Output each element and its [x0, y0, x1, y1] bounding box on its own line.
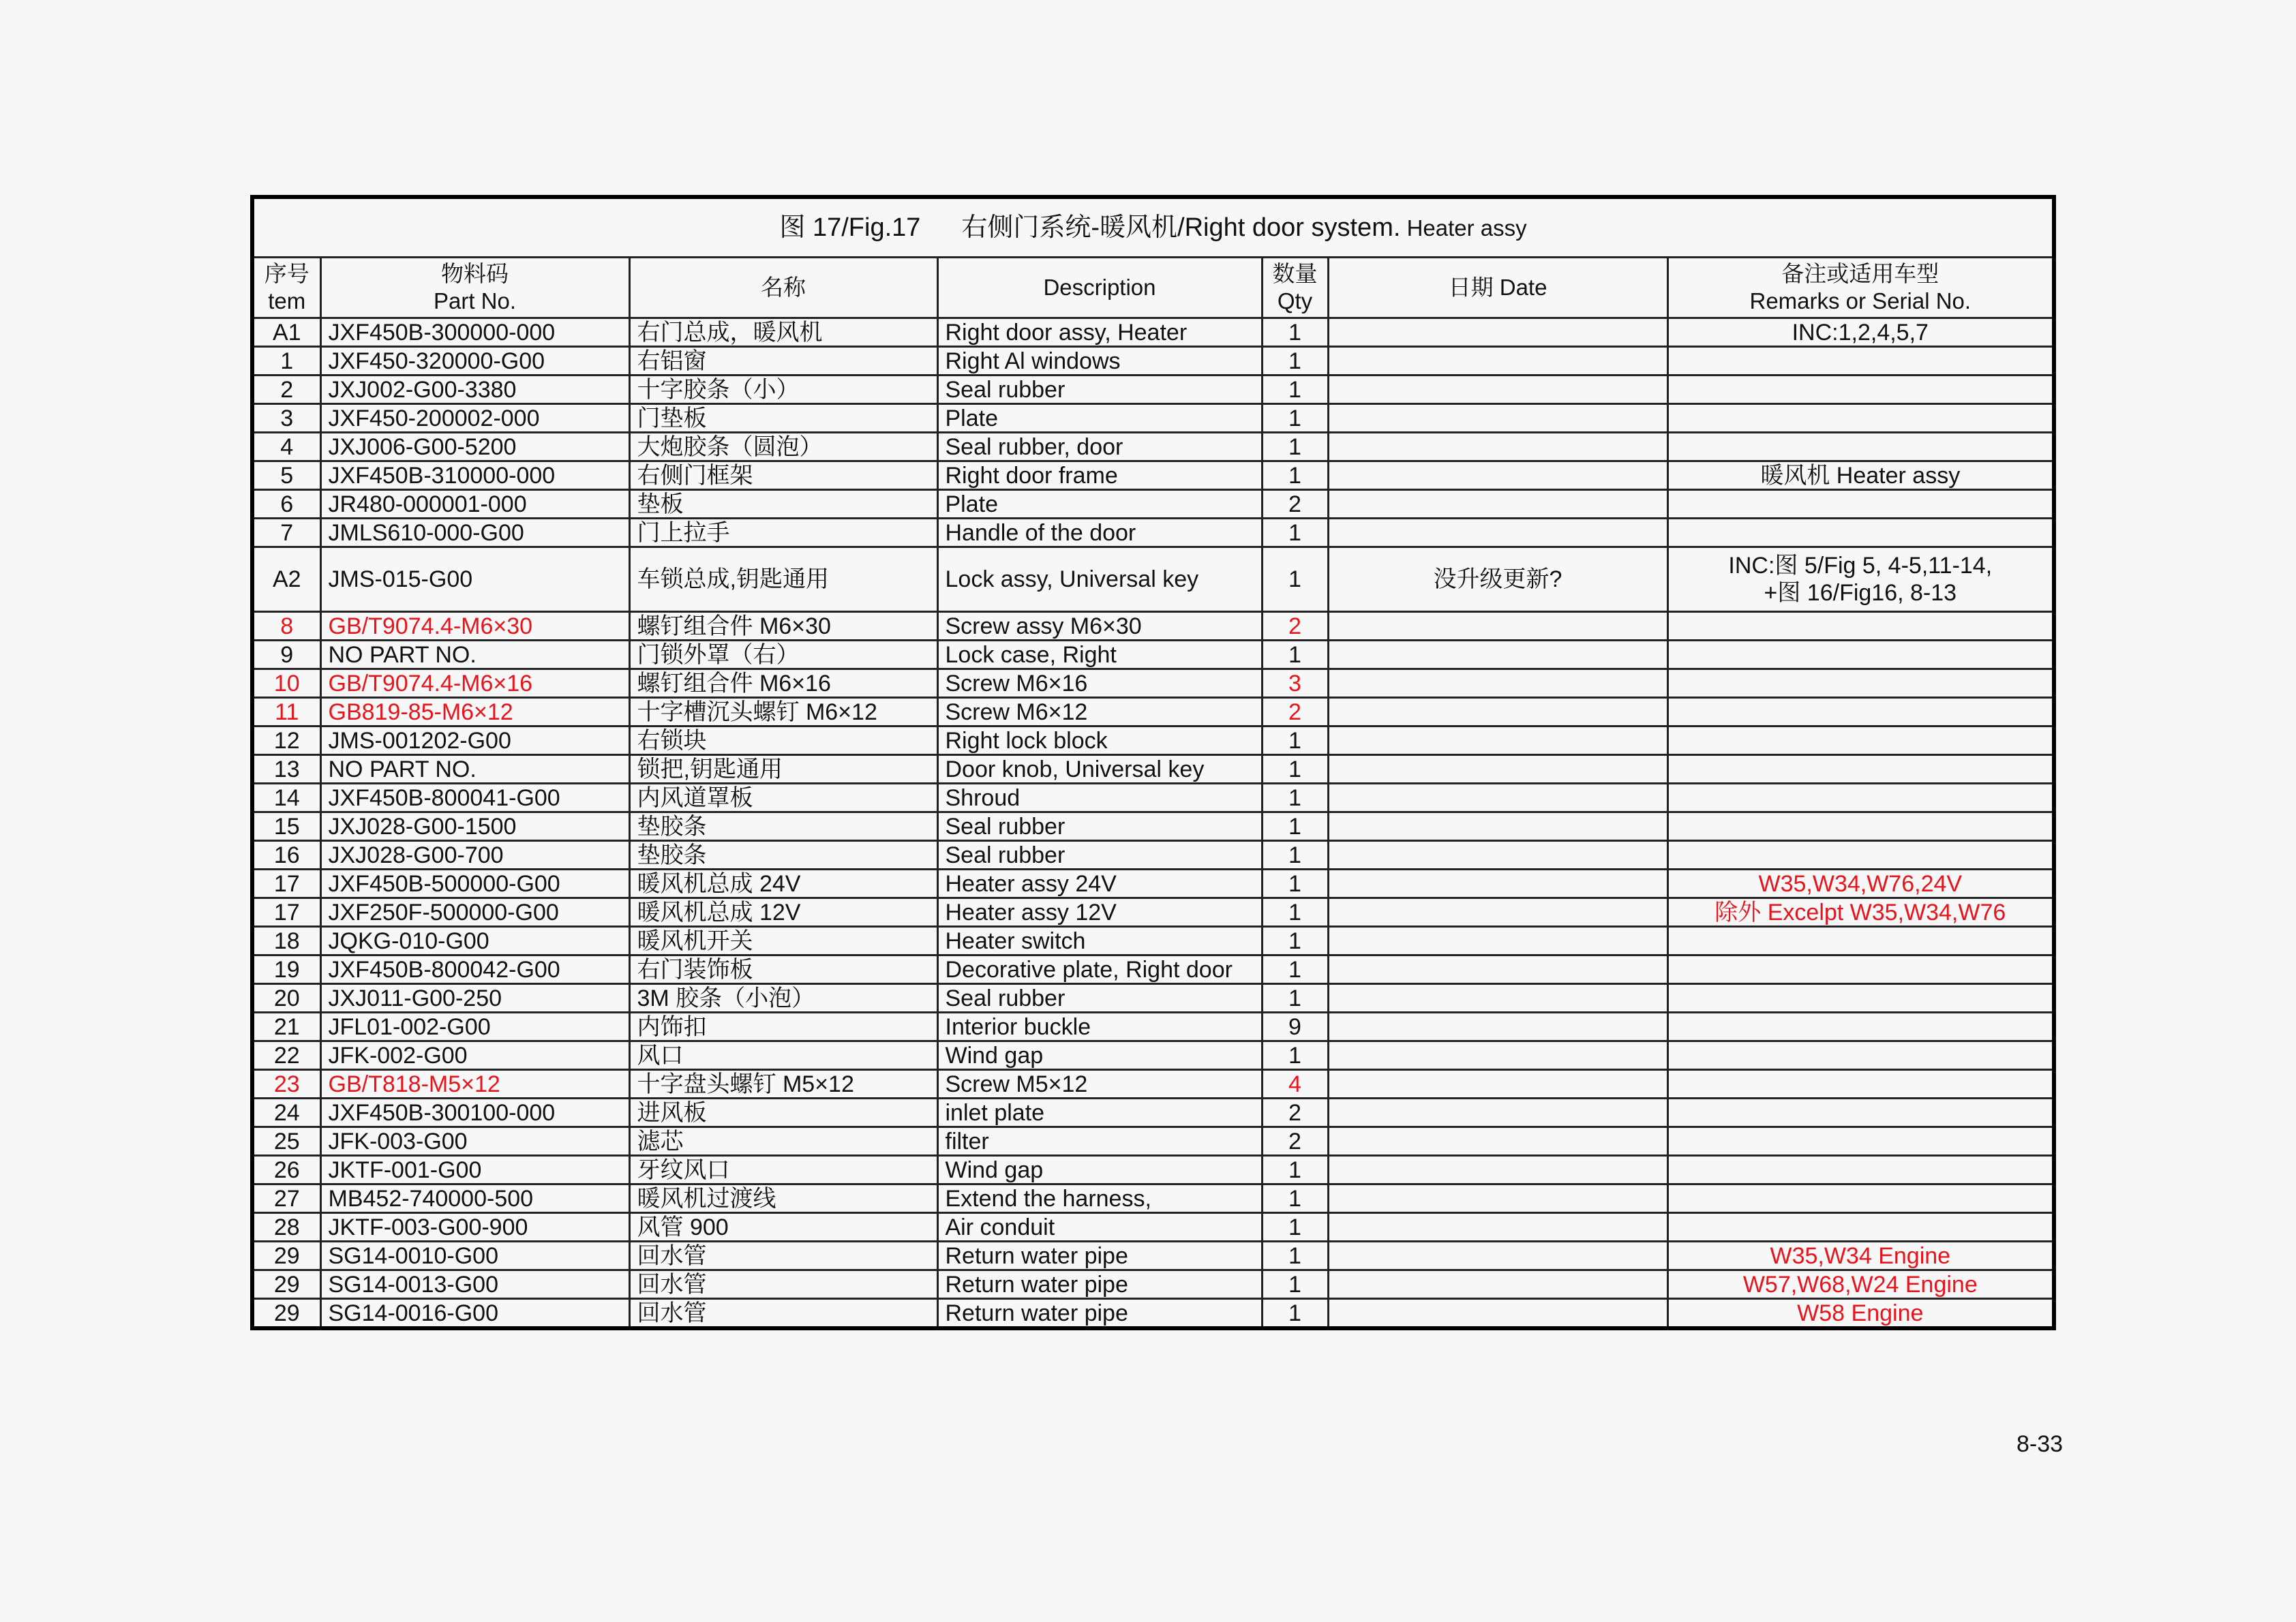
- qty-cell: 1: [1262, 784, 1328, 812]
- item-cell: A2: [254, 547, 320, 612]
- qty-cell: 1: [1262, 641, 1328, 669]
- remarks-cell: [1667, 1213, 2052, 1242]
- remarks-cell: [1667, 955, 2052, 984]
- qty-cell: 1: [1262, 519, 1328, 547]
- title-row: [254, 199, 2052, 258]
- item-cell: 18: [254, 927, 320, 955]
- date-cell: [1328, 461, 1667, 490]
- table-row: [254, 755, 2052, 784]
- date-cell: [1328, 1127, 1667, 1156]
- table-row: [254, 490, 2052, 519]
- description-cell: Air conduit: [937, 1213, 1262, 1242]
- remarks-cell: W58 Engine: [1667, 1299, 2052, 1327]
- date-cell: [1328, 812, 1667, 841]
- description-cell: Plate: [937, 404, 1262, 433]
- date-cell: [1328, 669, 1667, 698]
- table-row: [254, 641, 2052, 669]
- remarks-cell: W57,W68,W24 Engine: [1667, 1270, 2052, 1299]
- part-number-cell: GB/T9074.4-M6×16: [320, 669, 629, 698]
- qty-cell: 4: [1262, 1070, 1328, 1099]
- name-cn-cell: 暖风机过渡线: [629, 1184, 937, 1213]
- item-cell: 13: [254, 755, 320, 784]
- remarks-cell: [1667, 984, 2052, 1013]
- description-cell: Return water pipe: [937, 1242, 1262, 1270]
- name-cn-cell: 螺钉组合件 M6×16: [629, 669, 937, 698]
- date-cell: [1328, 898, 1667, 927]
- part-number-cell: JFK-003-G00: [320, 1127, 629, 1156]
- table-row: [254, 1242, 2052, 1270]
- name-cn-cell: 牙纹风口: [629, 1156, 937, 1184]
- table-row: [254, 376, 2052, 404]
- parts-table-body: [254, 318, 2052, 1327]
- qty-cell: 1: [1262, 898, 1328, 927]
- description-cell: Handle of the door: [937, 519, 1262, 547]
- header-description: Description: [937, 258, 1262, 318]
- table-row: [254, 1070, 2052, 1099]
- description-cell: Seal rubber: [937, 376, 1262, 404]
- name-cn-cell: 车锁总成,钥匙通用: [629, 547, 937, 612]
- name-cn-cell: 内饰扣: [629, 1013, 937, 1041]
- part-number-cell: JMS-015-G00: [320, 547, 629, 612]
- item-cell: 8: [254, 612, 320, 641]
- date-cell: [1328, 726, 1667, 755]
- name-cn-cell: 十字胶条（小）: [629, 376, 937, 404]
- qty-cell: 2: [1262, 1099, 1328, 1127]
- item-cell: 2: [254, 376, 320, 404]
- part-number-cell: JXF250F-500000-G00: [320, 898, 629, 927]
- item-cell: A1: [254, 318, 320, 347]
- item-cell: 3: [254, 404, 320, 433]
- remarks-cell: [1667, 1041, 2052, 1070]
- remarks-cell: [1667, 841, 2052, 870]
- remarks-cell: [1667, 1127, 2052, 1156]
- part-number-cell: JXJ028-G00-700: [320, 841, 629, 870]
- part-number-cell: NO PART NO.: [320, 641, 629, 669]
- date-cell: [1328, 318, 1667, 347]
- date-cell: [1328, 927, 1667, 955]
- name-cn-cell: 十字盘头螺钉 M5×12: [629, 1070, 937, 1099]
- name-cn-cell: 门锁外罩（右）: [629, 641, 937, 669]
- description-cell: Lock assy, Universal key: [937, 547, 1262, 612]
- qty-cell: 2: [1262, 1127, 1328, 1156]
- item-cell: 26: [254, 1156, 320, 1184]
- description-cell: Wind gap: [937, 1156, 1262, 1184]
- remarks-cell: [1667, 784, 2052, 812]
- remarks-cell: W35,W34 Engine: [1667, 1242, 2052, 1270]
- qty-cell: 2: [1262, 612, 1328, 641]
- part-number-cell: JXJ011-G00-250: [320, 984, 629, 1013]
- name-cn-cell: 进风板: [629, 1099, 937, 1127]
- table-row: [254, 1213, 2052, 1242]
- table-row: [254, 461, 2052, 490]
- remarks-cell: [1667, 1156, 2052, 1184]
- part-number-cell: JXF450B-300000-000: [320, 318, 629, 347]
- part-number-cell: JXF450B-500000-G00: [320, 870, 629, 898]
- date-cell: [1328, 1270, 1667, 1299]
- remarks-cell: [1667, 812, 2052, 841]
- qty-cell: 9: [1262, 1013, 1328, 1041]
- date-cell: [1328, 519, 1667, 547]
- qty-cell: 1: [1262, 870, 1328, 898]
- qty-cell: 2: [1262, 490, 1328, 519]
- table-row: [254, 1156, 2052, 1184]
- item-cell: 1: [254, 347, 320, 376]
- parts-list-sheet: [250, 195, 2056, 1330]
- name-cn-cell: 回水管: [629, 1270, 937, 1299]
- description-cell: Interior buckle: [937, 1013, 1262, 1041]
- qty-cell: 1: [1262, 755, 1328, 784]
- qty-cell: 1: [1262, 433, 1328, 461]
- description-cell: Heater assy 24V: [937, 870, 1262, 898]
- qty-cell: 1: [1262, 927, 1328, 955]
- qty-cell: 1: [1262, 984, 1328, 1013]
- description-cell: Seal rubber: [937, 841, 1262, 870]
- header-date: 日期 Date: [1328, 258, 1667, 318]
- description-cell: Shroud: [937, 784, 1262, 812]
- description-cell: Plate: [937, 490, 1262, 519]
- part-number-cell: JKTF-001-G00: [320, 1156, 629, 1184]
- part-number-cell: JXF450B-300100-000: [320, 1099, 629, 1127]
- table-row: [254, 726, 2052, 755]
- table-row: [254, 984, 2052, 1013]
- description-cell: Screw M6×12: [937, 698, 1262, 726]
- date-cell: [1328, 1070, 1667, 1099]
- description-cell: Seal rubber: [937, 984, 1262, 1013]
- figure-number: 图 17/Fig.17: [779, 213, 921, 242]
- remarks-cell: [1667, 1070, 2052, 1099]
- name-cn-cell: 风口: [629, 1041, 937, 1070]
- qty-cell: 1: [1262, 955, 1328, 984]
- qty-cell: 1: [1262, 1041, 1328, 1070]
- item-cell: 29: [254, 1242, 320, 1270]
- description-cell: Return water pipe: [937, 1270, 1262, 1299]
- item-cell: 7: [254, 519, 320, 547]
- header-row: [254, 258, 2052, 318]
- table-row: [254, 1041, 2052, 1070]
- table-row: [254, 318, 2052, 347]
- header-qty: 数量 Qty: [1262, 258, 1328, 318]
- date-cell: [1328, 404, 1667, 433]
- qty-cell: 1: [1262, 1299, 1328, 1327]
- item-cell: 20: [254, 984, 320, 1013]
- item-cell: 21: [254, 1013, 320, 1041]
- item-cell: 16: [254, 841, 320, 870]
- item-cell: 19: [254, 955, 320, 984]
- remarks-cell: [1667, 1013, 2052, 1041]
- item-cell: 24: [254, 1099, 320, 1127]
- name-cn-cell: 右侧门框架: [629, 461, 937, 490]
- description-cell: Extend the harness,: [937, 1184, 1262, 1213]
- table-row: [254, 870, 2052, 898]
- qty-cell: 1: [1262, 547, 1328, 612]
- qty-cell: 1: [1262, 841, 1328, 870]
- description-cell: Screw M6×16: [937, 669, 1262, 698]
- name-cn-cell: 回水管: [629, 1242, 937, 1270]
- qty-cell: 1: [1262, 461, 1328, 490]
- remarks-cell: [1667, 490, 2052, 519]
- table-row: [254, 784, 2052, 812]
- date-cell: 没升级更新?: [1328, 547, 1667, 612]
- date-cell: [1328, 612, 1667, 641]
- figure-title: [254, 199, 2052, 258]
- name-cn-cell: 暖风机开关: [629, 927, 937, 955]
- name-cn-cell: 锁把,钥匙通用: [629, 755, 937, 784]
- table-row: [254, 927, 2052, 955]
- remarks-cell: [1667, 1184, 2052, 1213]
- qty-cell: 1: [1262, 404, 1328, 433]
- description-cell: Right door frame: [937, 461, 1262, 490]
- item-cell: 10: [254, 669, 320, 698]
- name-cn-cell: 大炮胶条（圆泡）: [629, 433, 937, 461]
- table-row: [254, 612, 2052, 641]
- item-cell: 4: [254, 433, 320, 461]
- part-number-cell: SG14-0010-G00: [320, 1242, 629, 1270]
- date-cell: [1328, 1299, 1667, 1327]
- date-cell: [1328, 376, 1667, 404]
- qty-cell: 1: [1262, 318, 1328, 347]
- name-cn-cell: 内风道罩板: [629, 784, 937, 812]
- item-cell: 17: [254, 898, 320, 927]
- remarks-cell: [1667, 927, 2052, 955]
- qty-cell: 1: [1262, 1242, 1328, 1270]
- name-cn-cell: 右锁块: [629, 726, 937, 755]
- part-number-cell: JXF450B-800041-G00: [320, 784, 629, 812]
- remarks-cell: [1667, 404, 2052, 433]
- qty-cell: 1: [1262, 1184, 1328, 1213]
- remarks-cell: [1667, 726, 2052, 755]
- table-row: [254, 812, 2052, 841]
- remarks-cell: [1667, 376, 2052, 404]
- page-number: 8-33: [2016, 1431, 2064, 1457]
- item-cell: 17: [254, 870, 320, 898]
- name-cn-cell: 3M 胶条（小泡）: [629, 984, 937, 1013]
- description-cell: Heater assy 12V: [937, 898, 1262, 927]
- item-cell: 25: [254, 1127, 320, 1156]
- remarks-cell: INC:图 5/Fig 5, 4-5,11-14, +图 16/Fig16, 8-13: [1667, 547, 2052, 612]
- description-cell: Lock case, Right: [937, 641, 1262, 669]
- part-number-cell: JKTF-003-G00-900: [320, 1213, 629, 1242]
- qty-cell: 1: [1262, 726, 1328, 755]
- table-row: [254, 519, 2052, 547]
- description-cell: Screw assy M6×30: [937, 612, 1262, 641]
- part-number-cell: JMLS610-000-G00: [320, 519, 629, 547]
- remarks-cell: [1667, 755, 2052, 784]
- item-cell: 12: [254, 726, 320, 755]
- description-cell: Seal rubber, door: [937, 433, 1262, 461]
- date-cell: [1328, 755, 1667, 784]
- description-cell: inlet plate: [937, 1099, 1262, 1127]
- header-part-no: 物料码 Part No.: [320, 258, 629, 318]
- name-cn-cell: 回水管: [629, 1299, 937, 1327]
- name-cn-cell: 垫胶条: [629, 841, 937, 870]
- table-row: [254, 1127, 2052, 1156]
- header-name-cn: 名称: [629, 258, 937, 318]
- name-cn-cell: 螺钉组合件 M6×30: [629, 612, 937, 641]
- name-cn-cell: 右门总成，暖风机: [629, 318, 937, 347]
- table-row: [254, 1184, 2052, 1213]
- remarks-cell: [1667, 698, 2052, 726]
- date-cell: [1328, 698, 1667, 726]
- qty-cell: 1: [1262, 347, 1328, 376]
- table-row: [254, 347, 2052, 376]
- table-row: [254, 1270, 2052, 1299]
- date-cell: [1328, 1099, 1667, 1127]
- date-cell: [1328, 490, 1667, 519]
- part-number-cell: JXF450-200002-000: [320, 404, 629, 433]
- item-cell: 6: [254, 490, 320, 519]
- description-cell: Heater switch: [937, 927, 1262, 955]
- part-number-cell: NO PART NO.: [320, 755, 629, 784]
- date-cell: [1328, 1184, 1667, 1213]
- date-cell: [1328, 1242, 1667, 1270]
- qty-cell: 1: [1262, 1156, 1328, 1184]
- description-cell: Decorative plate, Right door: [937, 955, 1262, 984]
- table-row: [254, 898, 2052, 927]
- remarks-cell: [1667, 641, 2052, 669]
- figure-title-sub: Heater assy: [1400, 215, 1527, 241]
- part-number-cell: JR480-000001-000: [320, 490, 629, 519]
- date-cell: [1328, 841, 1667, 870]
- item-cell: 22: [254, 1041, 320, 1070]
- description-cell: Seal rubber: [937, 812, 1262, 841]
- name-cn-cell: 门垫板: [629, 404, 937, 433]
- table-row: [254, 669, 2052, 698]
- part-number-cell: SG14-0016-G00: [320, 1299, 629, 1327]
- name-cn-cell: 十字槽沉头螺钉 M6×12: [629, 698, 937, 726]
- date-cell: [1328, 1213, 1667, 1242]
- date-cell: [1328, 784, 1667, 812]
- name-cn-cell: 暖风机总成 24V: [629, 870, 937, 898]
- name-cn-cell: 暖风机总成 12V: [629, 898, 937, 927]
- remarks-cell: INC:1,2,4,5,7: [1667, 318, 2052, 347]
- part-number-cell: JQKG-010-G00: [320, 927, 629, 955]
- parts-table: [254, 199, 2052, 1326]
- item-cell: 29: [254, 1299, 320, 1327]
- name-cn-cell: 垫胶条: [629, 812, 937, 841]
- part-number-cell: JXJ028-G00-1500: [320, 812, 629, 841]
- date-cell: [1328, 1041, 1667, 1070]
- qty-cell: 1: [1262, 376, 1328, 404]
- name-cn-cell: 垫板: [629, 490, 937, 519]
- part-number-cell: JXF450B-310000-000: [320, 461, 629, 490]
- figure-title-main: 右侧门系统-暖风机/Right door system.: [961, 213, 1401, 242]
- date-cell: [1328, 433, 1667, 461]
- description-cell: Right door assy, Heater: [937, 318, 1262, 347]
- header-remarks: 备注或适用车型 Remarks or Serial No.: [1667, 258, 2052, 318]
- date-cell: [1328, 1156, 1667, 1184]
- remarks-cell: 除外 Excelpt W35,W34,W76: [1667, 898, 2052, 927]
- part-number-cell: SG14-0013-G00: [320, 1270, 629, 1299]
- part-number-cell: JFL01-002-G00: [320, 1013, 629, 1041]
- name-cn-cell: 风管 900: [629, 1213, 937, 1242]
- part-number-cell: MB452-740000-500: [320, 1184, 629, 1213]
- qty-cell: 3: [1262, 669, 1328, 698]
- remarks-cell: [1667, 1099, 2052, 1127]
- date-cell: [1328, 641, 1667, 669]
- description-cell: Return water pipe: [937, 1299, 1262, 1327]
- remarks-cell: [1667, 669, 2052, 698]
- date-cell: [1328, 870, 1667, 898]
- part-number-cell: JXF450B-800042-G00: [320, 955, 629, 984]
- name-cn-cell: 滤芯: [629, 1127, 937, 1156]
- remarks-cell: [1667, 433, 2052, 461]
- table-row: [254, 1299, 2052, 1327]
- table-row: [254, 955, 2052, 984]
- name-cn-cell: 门上拉手: [629, 519, 937, 547]
- part-number-cell: GB/T9074.4-M6×30: [320, 612, 629, 641]
- item-cell: 9: [254, 641, 320, 669]
- name-cn-cell: 右门装饰板: [629, 955, 937, 984]
- description-cell: Door knob, Universal key: [937, 755, 1262, 784]
- table-row: [254, 1099, 2052, 1127]
- description-cell: Wind gap: [937, 1041, 1262, 1070]
- qty-cell: 1: [1262, 1270, 1328, 1299]
- item-cell: 23: [254, 1070, 320, 1099]
- item-cell: 11: [254, 698, 320, 726]
- remarks-cell: [1667, 347, 2052, 376]
- item-cell: 27: [254, 1184, 320, 1213]
- date-cell: [1328, 955, 1667, 984]
- qty-cell: 1: [1262, 1213, 1328, 1242]
- part-number-cell: JXF450-320000-G00: [320, 347, 629, 376]
- remarks-cell: W35,W34,W76,24V: [1667, 870, 2052, 898]
- item-cell: 15: [254, 812, 320, 841]
- part-number-cell: GB/T818-M5×12: [320, 1070, 629, 1099]
- item-cell: 5: [254, 461, 320, 490]
- item-cell: 14: [254, 784, 320, 812]
- part-number-cell: JXJ006-G00-5200: [320, 433, 629, 461]
- description-cell: Screw M5×12: [937, 1070, 1262, 1099]
- date-cell: [1328, 347, 1667, 376]
- header-item: 序号 tem: [254, 258, 320, 318]
- remarks-cell: 暖风机 Heater assy: [1667, 461, 2052, 490]
- description-cell: filter: [937, 1127, 1262, 1156]
- part-number-cell: JXJ002-G00-3380: [320, 376, 629, 404]
- part-number-cell: JMS-001202-G00: [320, 726, 629, 755]
- qty-cell: 2: [1262, 698, 1328, 726]
- table-row: [254, 547, 2052, 612]
- item-cell: 29: [254, 1270, 320, 1299]
- table-row: [254, 433, 2052, 461]
- remarks-cell: [1667, 519, 2052, 547]
- remarks-cell: [1667, 612, 2052, 641]
- description-cell: Right Al windows: [937, 347, 1262, 376]
- date-cell: [1328, 1013, 1667, 1041]
- description-cell: Right lock block: [937, 726, 1262, 755]
- table-row: [254, 404, 2052, 433]
- part-number-cell: GB819-85-M6×12: [320, 698, 629, 726]
- date-cell: [1328, 984, 1667, 1013]
- name-cn-cell: 右铝窗: [629, 347, 937, 376]
- table-row: [254, 1013, 2052, 1041]
- qty-cell: 1: [1262, 812, 1328, 841]
- table-row: [254, 841, 2052, 870]
- item-cell: 28: [254, 1213, 320, 1242]
- table-row: [254, 698, 2052, 726]
- part-number-cell: JFK-002-G00: [320, 1041, 629, 1070]
